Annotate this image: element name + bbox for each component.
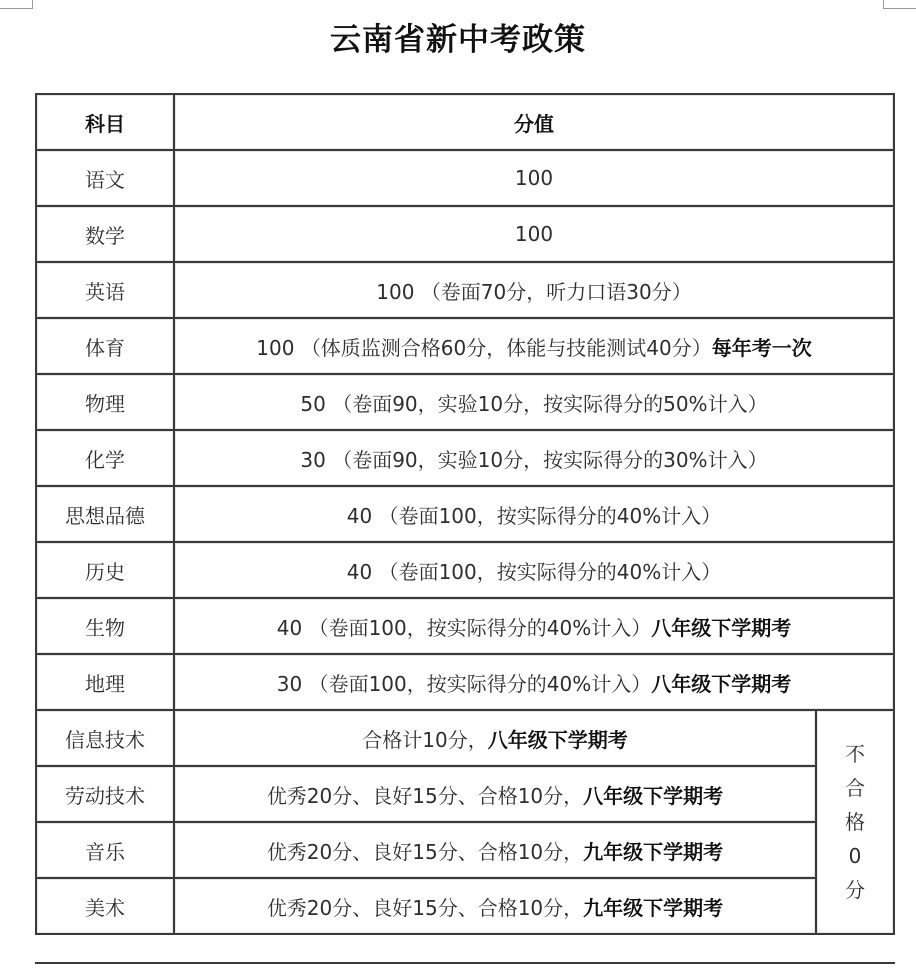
score-cell (174, 878, 816, 934)
crop-mark-left (0, 0, 33, 9)
fail-zero-char: 不 (845, 742, 865, 766)
fail-zero-note-cell (816, 710, 894, 934)
subject-cell: 美术 (36, 878, 174, 934)
score-text: 50 （卷面90，实验10分，按实际得分的50%计入） (300, 391, 768, 416)
table-row (36, 878, 894, 934)
score-text: 40 （卷面100，按实际得分的40%计入） (346, 559, 722, 584)
score-text: 优秀20分、良好15分、合格10分， (266, 839, 584, 864)
score-text: 40 （卷面100，按实际得分的40%计入） (276, 615, 652, 640)
subject-cell: 历史 (36, 542, 174, 598)
table-header-row (36, 94, 894, 150)
subject-cell: 体育 (36, 318, 174, 374)
table-row (36, 766, 894, 822)
subject-cell: 劳动技术 (36, 766, 174, 822)
fail-zero-note (817, 737, 893, 907)
score-cell (174, 318, 894, 374)
score-text: 100 （卷面70分，听力口语30分） (376, 279, 692, 304)
score-text: 优秀20分、良好15分、合格10分， (266, 895, 584, 920)
score-text: 合格计10分， (362, 727, 488, 752)
subject-cell: 地理 (36, 654, 174, 710)
score-cell (174, 542, 894, 598)
score-text: 100 （体质监测合格60分，体能与技能测试40分） (256, 335, 712, 360)
exam-timing-note: 每年考一次 (711, 335, 812, 360)
table-row (36, 598, 894, 654)
table-row (36, 262, 894, 318)
fail-zero-char: 格 (845, 810, 865, 834)
subject-cell: 语文 (36, 150, 174, 206)
exam-timing-note: 八年级下学期考 (651, 671, 792, 696)
table-row (36, 374, 894, 430)
table-row (36, 542, 894, 598)
exam-timing-note: 八年级下学期考 (651, 615, 792, 640)
score-cell (174, 486, 894, 542)
subject-cell: 英语 (36, 262, 174, 318)
score-text: 100 (514, 166, 554, 190)
score-cell (174, 150, 894, 206)
subject-cell: 音乐 (36, 822, 174, 878)
fail-zero-char: 分 (845, 878, 865, 902)
subject-cell: 物理 (36, 374, 174, 430)
score-cell (174, 598, 894, 654)
fail-zero-char: 合 (845, 776, 865, 800)
table-row (36, 430, 894, 486)
header-score: 分值 (174, 94, 894, 150)
table-row (36, 822, 894, 878)
subject-cell: 化学 (36, 430, 174, 486)
score-cell (174, 374, 894, 430)
score-text: 30 （卷面100，按实际得分的40%计入） (276, 671, 652, 696)
score-cell (174, 430, 894, 486)
table-row (36, 206, 894, 262)
exam-timing-note: 九年级下学期考 (583, 895, 724, 920)
score-cell (174, 654, 894, 710)
subject-cell: 思想品德 (36, 486, 174, 542)
score-text: 100 (514, 222, 554, 246)
exam-timing-note: 八年级下学期考 (583, 783, 724, 808)
subject-cell: 生物 (36, 598, 174, 654)
score-text: 40 （卷面100，按实际得分的40%计入） (346, 503, 722, 528)
policy-table (35, 93, 895, 935)
table-bottom-edge (35, 962, 895, 964)
score-cell (174, 206, 894, 262)
crop-mark-right (883, 0, 916, 9)
exam-timing-note: 八年级下学期考 (487, 727, 628, 752)
header-subject: 科目 (36, 94, 174, 150)
score-cell (174, 766, 816, 822)
score-cell (174, 710, 816, 766)
table-row (36, 318, 894, 374)
exam-timing-note: 九年级下学期考 (583, 839, 724, 864)
table-row (36, 654, 894, 710)
score-text: 优秀20分、良好15分、合格10分， (266, 783, 584, 808)
table-row (36, 710, 894, 766)
fail-zero-char: 0 (848, 844, 862, 868)
table-row (36, 486, 894, 542)
score-cell (174, 822, 816, 878)
subject-cell: 数学 (36, 206, 174, 262)
score-cell (174, 262, 894, 318)
score-text: 30 （卷面90，实验10分，按实际得分的30%计入） (300, 447, 768, 472)
subject-cell: 信息技术 (36, 710, 174, 766)
page-title: 云南省新中考政策 (330, 22, 586, 58)
table-row (36, 150, 894, 206)
